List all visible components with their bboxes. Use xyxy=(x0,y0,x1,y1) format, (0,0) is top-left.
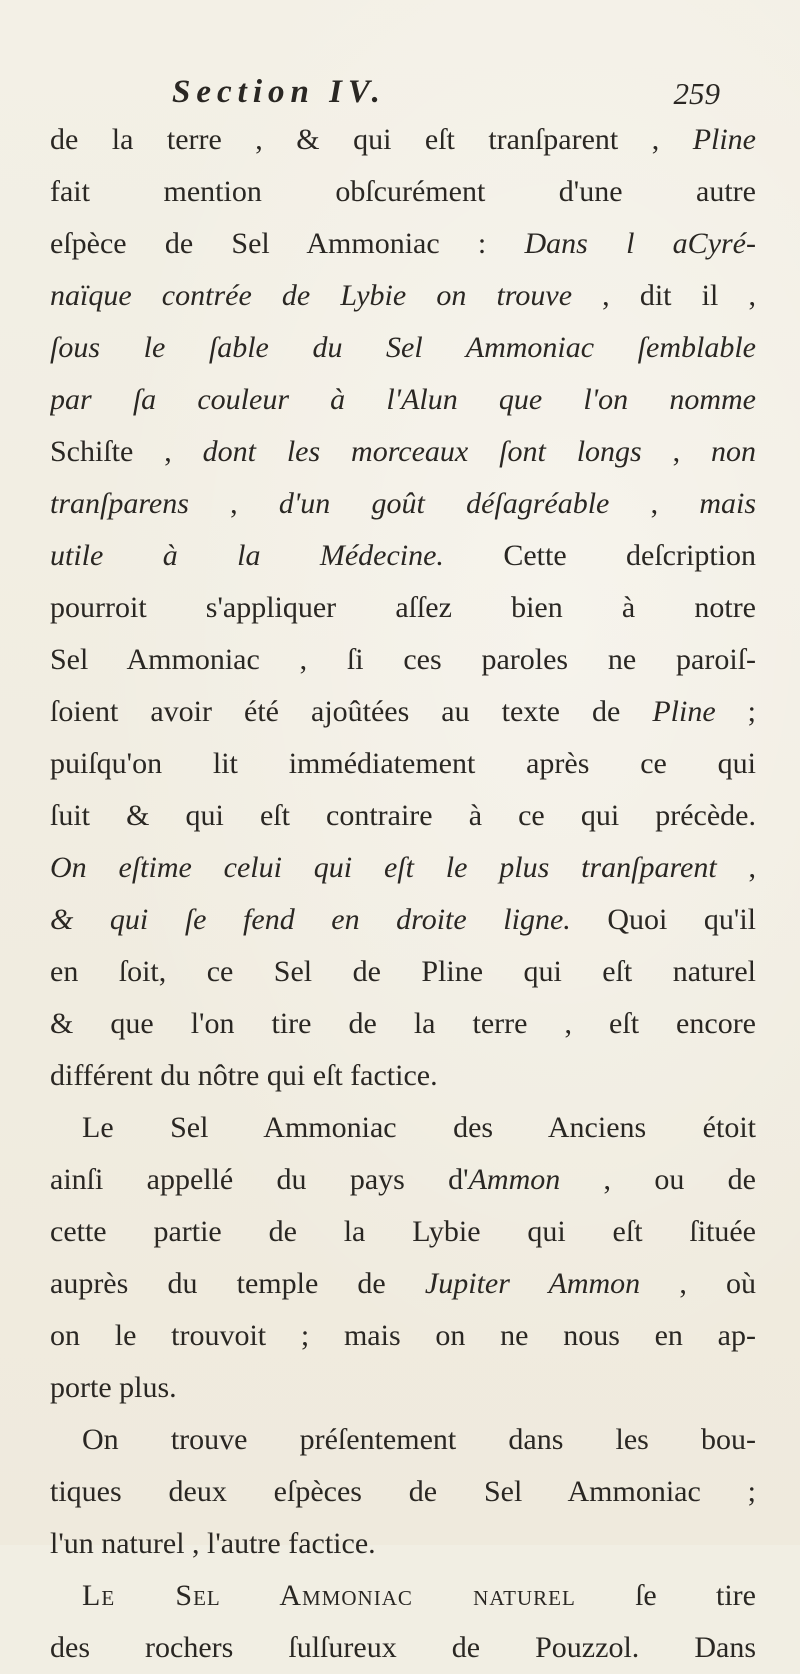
text-segment: Sel Ammoniac , ſi ces paroles ne paroiſ- xyxy=(50,643,756,676)
italic-text-segment: Ammon xyxy=(468,1163,561,1196)
text-segment: de la terre , & qui eſt tranſparent , xyxy=(50,123,693,156)
italic-text-segment: d'un goût déſagréable xyxy=(278,487,610,520)
text-line xyxy=(50,270,756,322)
text-line xyxy=(50,1050,756,1102)
text-segment: différent du nôtre qui eſt factice. xyxy=(50,1059,438,1092)
text-segment: auprès du temple de xyxy=(50,1267,425,1300)
italic-text-segment: dont les morceaux ſont longs xyxy=(202,435,642,468)
text-segment: , dit il , xyxy=(572,279,756,312)
italic-text-segment: Pline xyxy=(652,695,716,728)
text-line xyxy=(50,842,756,894)
italic-text-segment: utile à la Médecine. xyxy=(50,539,444,572)
text-segment: tiques deux eſpèces de Sel Ammoniac ; xyxy=(50,1475,756,1508)
text-line xyxy=(50,1102,756,1154)
text-line xyxy=(50,1258,756,1310)
text-line xyxy=(50,946,756,998)
text-line xyxy=(50,1362,756,1414)
text-segment: , xyxy=(188,487,279,520)
text-line xyxy=(50,1414,756,1466)
text-segment: l'un naturel , l'autre factice. xyxy=(50,1527,376,1560)
text-line xyxy=(50,478,756,530)
italic-text-segment: Jupiter Ammon xyxy=(424,1267,641,1300)
text-line xyxy=(50,218,756,270)
text-segment: Cette deſcription xyxy=(443,539,756,572)
text-line xyxy=(50,1154,756,1206)
text-line xyxy=(50,322,756,374)
italic-text-segment: Pline xyxy=(692,123,756,156)
text-segment: fait mention obſcurément d'une autre xyxy=(50,175,756,208)
text-segment: cette partie de la Lybie qui eſt ſituée xyxy=(50,1215,756,1248)
text-segment: eſpèce de Sel Ammoniac : xyxy=(50,227,525,260)
italic-text-segment: par ſa couleur à l'Alun que l'on nomme xyxy=(50,383,756,416)
text-line xyxy=(50,1466,756,1518)
text-line xyxy=(50,530,756,582)
text-segment: on le trouvoit ; mais on ne nous en ap- xyxy=(50,1319,756,1352)
text-segment: Le Sel Ammoniac des Anciens étoit xyxy=(82,1111,756,1144)
text-segment: ; xyxy=(715,695,756,728)
text-segment: des rochers ſulſureux de Pouzzol. Dans xyxy=(50,1631,756,1664)
text-line xyxy=(50,1310,756,1362)
text-line xyxy=(50,894,756,946)
text-segment: Schiſte , xyxy=(50,435,203,468)
italic-text-segment: tranſparens xyxy=(50,487,189,520)
text-line xyxy=(50,1206,756,1258)
small-caps-text-segment: Le Sel Ammoniac naturel xyxy=(82,1579,576,1612)
text-line xyxy=(50,1570,756,1622)
text-segment: , xyxy=(716,851,756,884)
italic-text-segment: Dans l aCyré- xyxy=(524,227,756,260)
text-segment: Quoi qu'il xyxy=(570,903,756,936)
text-segment: pourroit s'appliquer aſſez bien à notre xyxy=(50,591,756,624)
italic-text-segment: & qui ſe fend en droite ligne. xyxy=(50,903,571,936)
text-segment: , ou de xyxy=(560,1163,756,1196)
text-segment: porte plus. xyxy=(50,1371,177,1404)
text-line xyxy=(50,634,756,686)
italic-text-segment: naïque contrée de Lybie on trouve xyxy=(50,279,573,312)
text-segment: & que l'on tire de la terre , eſt encore xyxy=(50,1007,756,1040)
italic-text-segment: non xyxy=(711,435,756,468)
text-segment: , où xyxy=(640,1267,756,1300)
text-line xyxy=(50,582,756,634)
text-segment: , xyxy=(609,487,700,520)
text-line xyxy=(50,1518,756,1570)
body-text xyxy=(50,114,756,1674)
text-segment: ſuit & qui eſt contraire à ce qui précède. xyxy=(50,799,756,832)
italic-text-segment: On eſtime celui qui eſt le plus tranſparent xyxy=(50,851,717,884)
page-header xyxy=(50,60,750,110)
italic-text-segment: mais xyxy=(699,487,756,520)
text-segment: On trouve préſentement dans les bou- xyxy=(82,1423,756,1456)
text-line xyxy=(50,166,756,218)
text-segment: ainſi appellé du pays d' xyxy=(50,1163,469,1196)
text-line xyxy=(50,374,756,426)
running-head: Section IV. xyxy=(172,74,386,110)
italic-text-segment: ſous le ſable du Sel Ammoniac ſemblable xyxy=(50,331,756,364)
text-segment: puiſqu'on lit immédiatement après ce qui xyxy=(50,747,756,780)
text-line xyxy=(50,686,756,738)
text-line xyxy=(50,114,756,166)
text-segment: ſe tire xyxy=(575,1579,756,1612)
text-line xyxy=(50,790,756,842)
page-number: 259 xyxy=(673,76,720,111)
text-line xyxy=(50,738,756,790)
text-segment: en ſoit, ce Sel de Pline qui eſt naturel xyxy=(50,955,756,988)
text-line xyxy=(50,998,756,1050)
text-line xyxy=(50,1622,756,1674)
text-segment: , xyxy=(641,435,711,468)
text-line xyxy=(50,426,756,478)
text-segment: ſoient avoir été ajoûtées au texte de xyxy=(50,695,653,728)
